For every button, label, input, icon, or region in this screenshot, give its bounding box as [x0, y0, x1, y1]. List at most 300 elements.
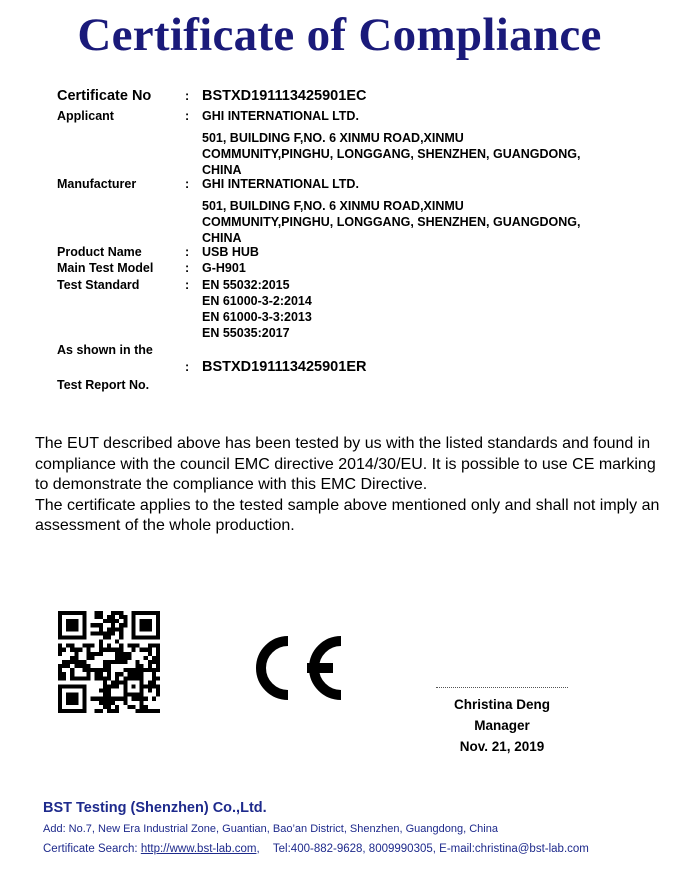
qr-module: [58, 611, 62, 615]
qr-module: [107, 697, 111, 701]
qr-module: [107, 644, 111, 648]
manufacturer-label: Manufacturer: [57, 177, 137, 191]
qr-module: [148, 660, 152, 664]
qr-module: [74, 623, 78, 627]
qr-module: [91, 623, 95, 627]
qr-module: [131, 693, 135, 697]
qr-module: [66, 693, 70, 697]
colon: :: [185, 278, 190, 292]
qr-module: [66, 660, 70, 664]
qr-module: [136, 611, 140, 615]
qr-module: [144, 623, 148, 627]
qr-module: [78, 676, 82, 680]
qr-module: [140, 635, 144, 639]
qr-module: [62, 660, 66, 664]
test-standard-item: EN 55032:2015: [202, 278, 290, 292]
qr-module: [152, 644, 156, 648]
qr-module: [103, 619, 107, 623]
qr-module: [107, 664, 111, 668]
qr-module: [140, 627, 144, 631]
qr-module: [74, 656, 78, 660]
qr-module: [82, 631, 86, 635]
qr-module: [66, 619, 70, 623]
qr-module: [140, 648, 144, 652]
qr-module: [58, 619, 62, 623]
qr-module: [70, 672, 74, 676]
qr-module: [131, 705, 135, 709]
qr-module: [87, 648, 91, 652]
qr-module: [123, 656, 127, 660]
qr-module: [82, 668, 86, 672]
qr-module: [148, 668, 152, 672]
qr-module: [58, 709, 62, 713]
qr-module: [111, 611, 115, 615]
qr-module: [66, 611, 70, 615]
qr-module: [136, 697, 140, 701]
qr-module: [74, 652, 78, 656]
qr-module: [136, 676, 140, 680]
qr-module: [123, 693, 127, 697]
qr-module: [70, 660, 74, 664]
qr-module: [115, 648, 119, 652]
qr-module: [70, 635, 74, 639]
certificate-no-value: BSTXD191113425901EC: [202, 88, 367, 104]
qr-module: [119, 623, 123, 627]
qr-module: [82, 689, 86, 693]
qr-module: [131, 623, 135, 627]
qr-module: [111, 660, 115, 664]
footer-address: Add: No.7, New Era Industrial Zone, Guantian, Bao’an District, Shenzhen, Guangdong, China: [43, 823, 498, 835]
qr-module: [99, 701, 103, 705]
qr-module: [148, 623, 152, 627]
qr-module: [87, 656, 91, 660]
qr-module: [131, 697, 135, 701]
applicant-address-line: 501, BUILDING F,NO. 6 XINMU ROAD,XINMU: [202, 131, 464, 145]
qr-module: [119, 660, 123, 664]
qr-module: [123, 680, 127, 684]
colon: :: [185, 177, 190, 191]
qr-module: [111, 627, 115, 631]
qr-module: [107, 619, 111, 623]
qr-module: [99, 668, 103, 672]
qr-module: [91, 644, 95, 648]
qr-module: [140, 680, 144, 684]
qr-module: [82, 693, 86, 697]
qr-module: [140, 623, 144, 627]
qr-module: [103, 648, 107, 652]
qr-module: [99, 697, 103, 701]
qr-module: [156, 648, 160, 652]
qr-module: [87, 668, 91, 672]
qr-module: [70, 709, 74, 713]
product-name-value: USB HUB: [202, 245, 259, 259]
qr-module: [123, 660, 127, 664]
qr-module: [70, 627, 74, 631]
qr-module: [82, 619, 86, 623]
qr-module: [156, 615, 160, 619]
qr-module: [82, 664, 86, 668]
qr-module: [58, 705, 62, 709]
qr-module: [62, 664, 66, 668]
qr-module: [123, 668, 127, 672]
qr-module: [78, 709, 82, 713]
test-report-label-top: As shown in the: [57, 343, 153, 357]
qr-module: [82, 660, 86, 664]
qr-module: [70, 684, 74, 688]
qr-module: [103, 631, 107, 635]
qr-module: [70, 701, 74, 705]
qr-module: [66, 623, 70, 627]
qr-module: [140, 684, 144, 688]
qr-module: [87, 676, 91, 680]
test-standard-item: EN 61000-3-3:2013: [202, 310, 312, 324]
qr-module: [119, 648, 123, 652]
qr-module: [136, 635, 140, 639]
qr-module: [82, 615, 86, 619]
qr-module: [156, 668, 160, 672]
qr-module: [156, 684, 160, 688]
qr-module: [107, 660, 111, 664]
applicant-address-line: COMMUNITY,PINGHU, LONGGANG, SHENZHEN, GUANGDONG,: [202, 147, 581, 161]
qr-module: [131, 611, 135, 615]
qr-module: [107, 676, 111, 680]
qr-module: [144, 635, 148, 639]
qr-module: [82, 627, 86, 631]
qr-module: [111, 648, 115, 652]
qr-module: [111, 709, 115, 713]
qr-module: [99, 623, 103, 627]
test-report-no-value: BSTXD191113425901ER: [202, 359, 367, 375]
qr-module: [82, 611, 86, 615]
qr-module: [140, 697, 144, 701]
qr-module: [123, 697, 127, 701]
qr-module: [119, 656, 123, 660]
qr-module: [95, 672, 99, 676]
qr-module: [95, 709, 99, 713]
qr-module: [58, 615, 62, 619]
qr-module: [127, 676, 131, 680]
qr-module: [127, 693, 131, 697]
qr-module: [111, 619, 115, 623]
qr-module: [103, 660, 107, 664]
qr-module: [156, 676, 160, 680]
manufacturer-address-line: COMMUNITY,PINGHU, LONGGANG, SHENZHEN, GUANGDONG,: [202, 215, 581, 229]
qr-module: [140, 676, 144, 680]
qr-module: [107, 627, 111, 631]
qr-module: [66, 644, 70, 648]
qr-module: [156, 660, 160, 664]
colon: :: [185, 245, 190, 259]
qr-module: [74, 635, 78, 639]
qr-module: [58, 676, 62, 680]
qr-module: [115, 619, 119, 623]
colon: :: [185, 261, 190, 275]
qr-module: [136, 644, 140, 648]
qr-module: [111, 680, 115, 684]
qr-module: [152, 656, 156, 660]
qr-module: [115, 697, 119, 701]
qr-module: [119, 627, 123, 631]
qr-module: [62, 676, 66, 680]
qr-module: [111, 701, 115, 705]
qr-module: [70, 656, 74, 660]
qr-module: [127, 656, 131, 660]
qr-module: [107, 668, 111, 672]
qr-module: [115, 640, 119, 644]
qr-module: [74, 611, 78, 615]
footer-tel-email: Tel:400-882-9628, 8009990305, E-mail:christina@bst-lab.com: [272, 843, 589, 855]
qr-module: [136, 664, 140, 668]
qr-module: [107, 701, 111, 705]
ce-mark: [240, 630, 346, 706]
qr-module: [70, 697, 74, 701]
qr-module: [95, 668, 99, 672]
qr-module: [156, 619, 160, 623]
qr-module: [103, 668, 107, 672]
qr-module: [156, 611, 160, 615]
qr-module: [144, 611, 148, 615]
qr-module: [148, 652, 152, 656]
qr-module: [82, 644, 86, 648]
qr-module: [148, 664, 152, 668]
qr-module: [140, 705, 144, 709]
qr-module: [156, 664, 160, 668]
qr-module: [62, 635, 66, 639]
qr-module: [156, 709, 160, 713]
qr-module: [148, 627, 152, 631]
qr-module: [127, 705, 131, 709]
qr-module: [140, 701, 144, 705]
main-test-model-value: G-H901: [202, 261, 246, 275]
qr-module: [156, 656, 160, 660]
qr-module: [74, 619, 78, 623]
qr-module: [140, 619, 144, 623]
qr-module: [95, 631, 99, 635]
qr-module: [131, 644, 135, 648]
qr-module: [131, 619, 135, 623]
qr-module: [103, 635, 107, 639]
qr-module: [78, 664, 82, 668]
qr-module: [74, 697, 78, 701]
qr-module: [99, 652, 103, 656]
qr-module: [78, 611, 82, 615]
qr-module: [74, 709, 78, 713]
qr-module: [91, 652, 95, 656]
qr-module: [70, 623, 74, 627]
test-standard-item: EN 55035:2017: [202, 326, 290, 340]
qr-module: [99, 615, 103, 619]
qr-module: [148, 619, 152, 623]
qr-module: [91, 656, 95, 660]
qr-module: [99, 648, 103, 652]
qr-module: [58, 635, 62, 639]
qr-module: [58, 627, 62, 631]
qr-module: [99, 627, 103, 631]
qr-module: [70, 676, 74, 680]
qr-module: [140, 668, 144, 672]
qr-module: [131, 684, 135, 688]
qr-module: [66, 684, 70, 688]
qr-module: [107, 709, 111, 713]
qr-module: [144, 705, 148, 709]
qr-module: [111, 697, 115, 701]
qr-module: [123, 615, 127, 619]
qr-module: [87, 644, 91, 648]
qr-module: [131, 648, 135, 652]
qr-module: [66, 664, 70, 668]
test-standard-label: Test Standard: [57, 278, 140, 292]
qr-module: [62, 684, 66, 688]
qr-module: [70, 668, 74, 672]
qr-module: [115, 672, 119, 676]
qr-module: [152, 635, 156, 639]
qr-module: [144, 648, 148, 652]
qr-module: [95, 697, 99, 701]
qr-module: [99, 676, 103, 680]
qr-module: [144, 668, 148, 672]
qr-module: [107, 684, 111, 688]
qr-module: [127, 668, 131, 672]
certificate-title: Certificate of Compliance: [77, 9, 602, 61]
qr-module: [140, 689, 144, 693]
qr-module: [62, 709, 66, 713]
qr-module: [140, 664, 144, 668]
qr-module: [115, 680, 119, 684]
qr-code: [58, 611, 160, 713]
qr-module: [58, 623, 62, 627]
qr-module: [103, 680, 107, 684]
qr-module: [131, 615, 135, 619]
colon: :: [185, 360, 190, 374]
qr-module: [115, 611, 119, 615]
qr-module: [107, 615, 111, 619]
qr-module: [99, 644, 103, 648]
qr-module: [99, 640, 103, 644]
qr-module: [103, 689, 107, 693]
qr-module: [70, 644, 74, 648]
qr-module: [91, 631, 95, 635]
qr-module: [148, 635, 152, 639]
qr-module: [107, 693, 111, 697]
qr-module: [66, 627, 70, 631]
qr-module: [115, 627, 119, 631]
manufacturer-address-line: CHINA: [202, 231, 242, 245]
qr-module: [87, 664, 91, 668]
qr-module: [136, 668, 140, 672]
applicant-address-line: CHINA: [202, 163, 242, 177]
qr-module: [115, 684, 119, 688]
qr-module: [115, 660, 119, 664]
qr-module: [99, 709, 103, 713]
qr-module: [74, 660, 78, 664]
qr-module: [103, 684, 107, 688]
qr-module: [66, 709, 70, 713]
qr-module: [127, 672, 131, 676]
footer-contact: Certificate Search: http://www.bst-lab.com, Tel:400-882-9628, 8009990305, E-mail:christina@bst-lab.com: [43, 843, 589, 855]
qr-module: [140, 611, 144, 615]
qr-module: [152, 697, 156, 701]
certificate-no-label: Certificate No: [57, 88, 152, 104]
qr-module: [58, 631, 62, 635]
qr-module: [107, 648, 111, 652]
qr-module: [127, 652, 131, 656]
qr-module: [136, 709, 140, 713]
qr-module: [156, 635, 160, 639]
qr-module: [74, 664, 78, 668]
qr-module: [119, 672, 123, 676]
certificate-date: Nov. 21, 2019: [459, 739, 545, 754]
qr-module: [156, 652, 160, 656]
qr-module: [58, 684, 62, 688]
qr-module: [95, 676, 99, 680]
qr-module: [91, 668, 95, 672]
qr-module: [95, 611, 99, 615]
qr-module: [58, 672, 62, 676]
qr-module: [91, 697, 95, 701]
qr-module: [62, 611, 66, 615]
qr-module: [136, 660, 140, 664]
qr-module: [148, 644, 152, 648]
qr-module: [152, 676, 156, 680]
qr-module: [148, 648, 152, 652]
qr-module: [95, 615, 99, 619]
qr-module: [115, 705, 119, 709]
qr-module: [144, 619, 148, 623]
qr-module: [58, 689, 62, 693]
qr-module: [148, 689, 152, 693]
manufacturer-address-line: 501, BUILDING F,NO. 6 XINMU ROAD,XINMU: [202, 199, 464, 213]
qr-module: [131, 668, 135, 672]
qr-module: [144, 709, 148, 713]
qr-module: [103, 693, 107, 697]
qr-module: [123, 652, 127, 656]
qr-module: [140, 672, 144, 676]
qr-module: [58, 693, 62, 697]
qr-module: [156, 693, 160, 697]
qr-module: [152, 660, 156, 664]
test-report-label-bottom: Test Report No.: [57, 378, 150, 392]
qr-module: [103, 697, 107, 701]
qr-module: [156, 623, 160, 627]
qr-module: [82, 623, 86, 627]
qr-module: [70, 619, 74, 623]
website-link[interactable]: http://www.bst-lab.com: [140, 843, 257, 855]
qr-module: [103, 664, 107, 668]
qr-module: [144, 627, 148, 631]
qr-module: [87, 652, 91, 656]
qr-module: [95, 652, 99, 656]
qr-module: [58, 701, 62, 705]
qr-module: [103, 676, 107, 680]
qr-module: [107, 631, 111, 635]
qr-module: [152, 684, 156, 688]
colon: :: [185, 109, 190, 123]
qr-module: [119, 680, 123, 684]
qr-module: [140, 693, 144, 697]
qr-module: [144, 656, 148, 660]
qr-module: [148, 709, 152, 713]
colon: :: [185, 89, 190, 103]
qr-module: [74, 701, 78, 705]
qr-module: [107, 635, 111, 639]
qr-module: [144, 684, 148, 688]
signature-line: [436, 687, 568, 688]
qr-module: [119, 615, 123, 619]
qr-module: [148, 680, 152, 684]
qr-module: [148, 611, 152, 615]
qr-module: [111, 631, 115, 635]
qr-module: [62, 672, 66, 676]
